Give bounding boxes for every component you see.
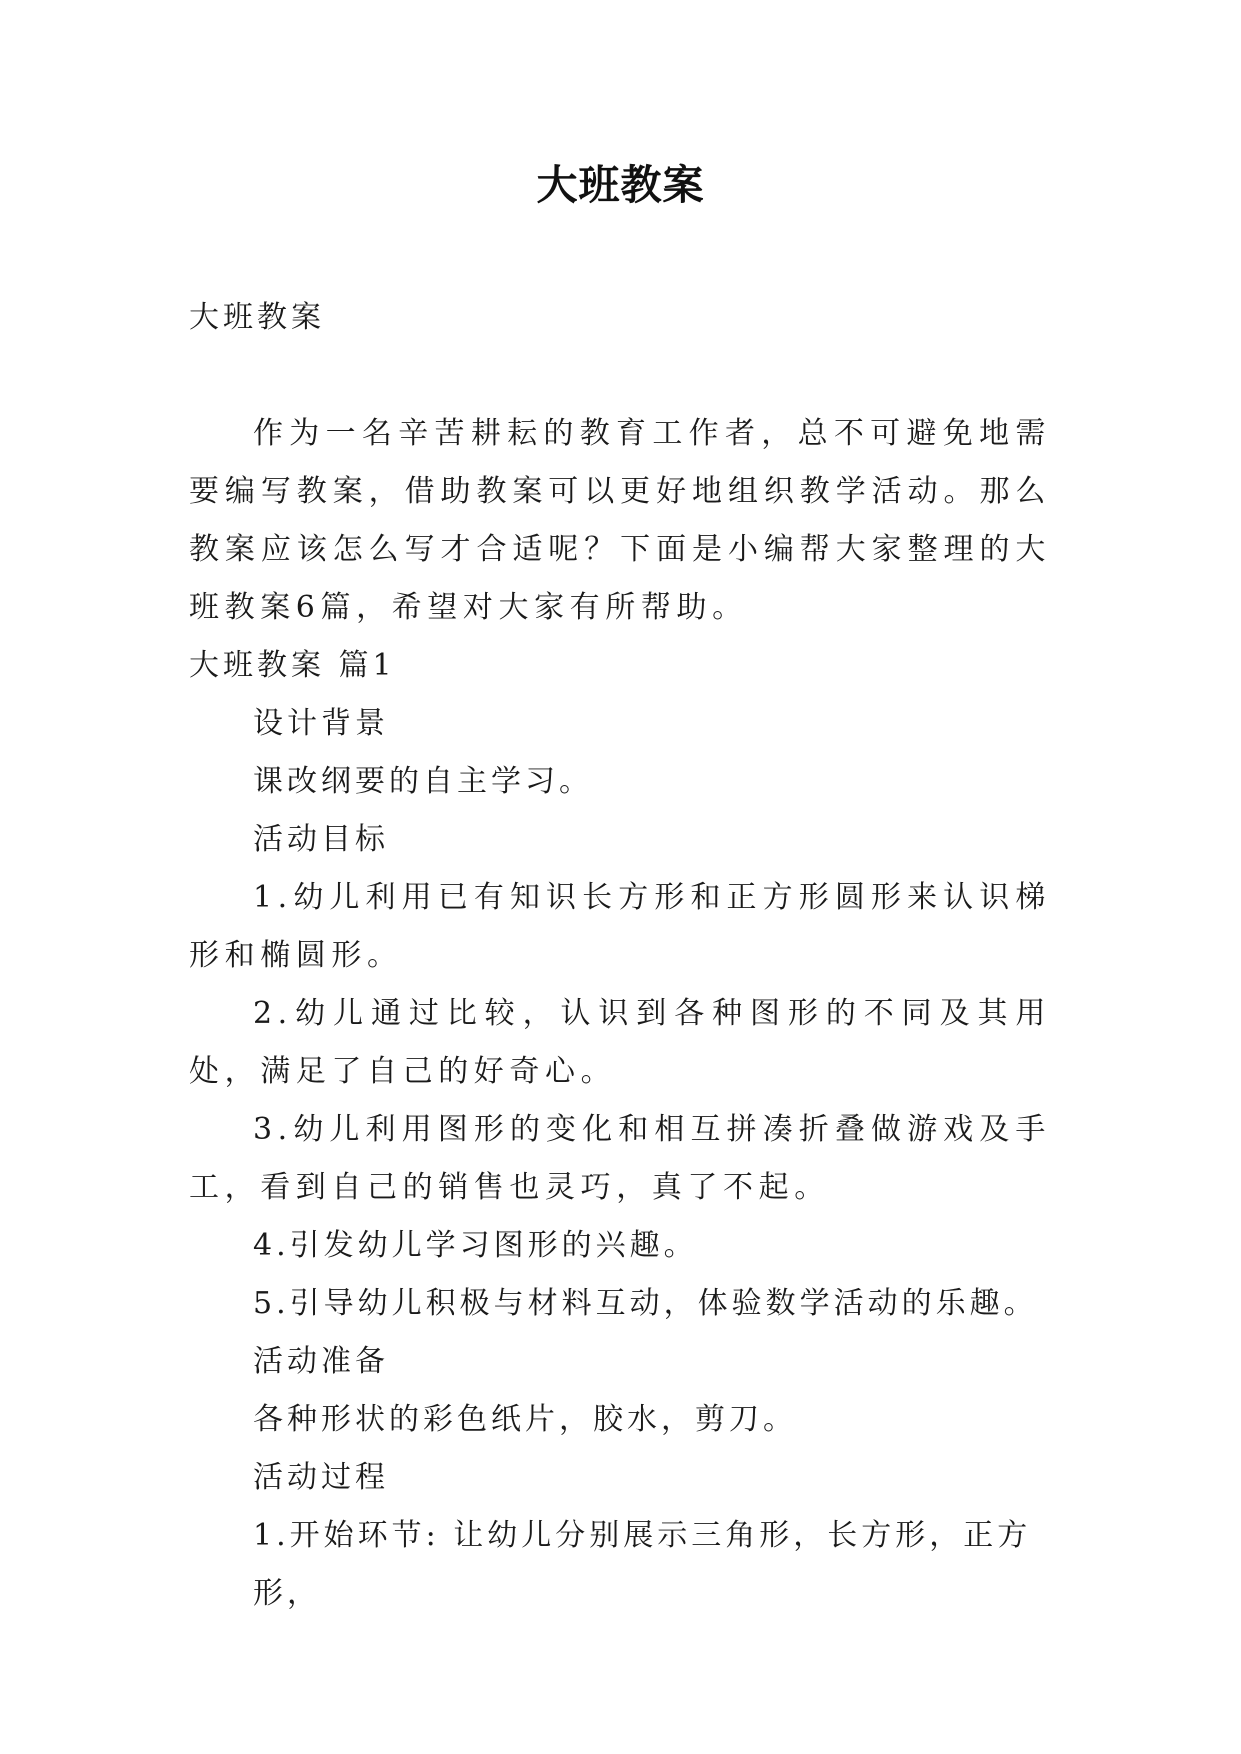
goal-item: 2.幼儿通过比较，认识到各种图形的不同及其用处，满足了自己的好奇心。: [189, 996, 1051, 1089]
goal-item: 3.幼儿利用图形的变化和相互拼凑折叠做游戏及手工，看到自己的销售也灵巧，真了不起。: [189, 1112, 1051, 1205]
intro-paragraph: 作为一名辛苦耕耘的教育工作者，总不可避免地需要编写教案，借助教案可以更好地组织教学活动。那么教案应该怎么写才合适呢？下面是小编帮大家整理的大班教案6篇，希望对大家有所帮助。: [189, 416, 1051, 625]
document-subtitle: 大班教案: [189, 300, 325, 335]
document-title: 大班教案: [536, 161, 705, 209]
design-background-text: 课改纲要的自主学习。: [253, 764, 593, 799]
section-heading: 大班教案 篇1: [189, 648, 396, 683]
prep-text: 各种形状的彩色纸片，胶水，剪刀。: [253, 1402, 797, 1437]
goal-item: 1.幼儿利用已有知识长方形和正方形圆形来认识梯形和椭圆形。: [189, 880, 1051, 973]
document-body: [189, 405, 1051, 1623]
prep-label: 活动准备: [253, 1344, 389, 1379]
process-label: 活动过程: [253, 1460, 389, 1495]
design-background-label: 设计背景: [253, 706, 389, 741]
goal-item: 5.引导幼儿积极与材料互动，体验数学活动的乐趣。: [253, 1286, 1038, 1321]
process-step: 1.开始环节: 让幼儿分别展示三角形，长方形，正方形，: [253, 1518, 1032, 1611]
goal-item: 4.引发幼儿学习图形的兴趣。: [253, 1228, 698, 1263]
goals-label: 活动目标: [253, 822, 389, 857]
